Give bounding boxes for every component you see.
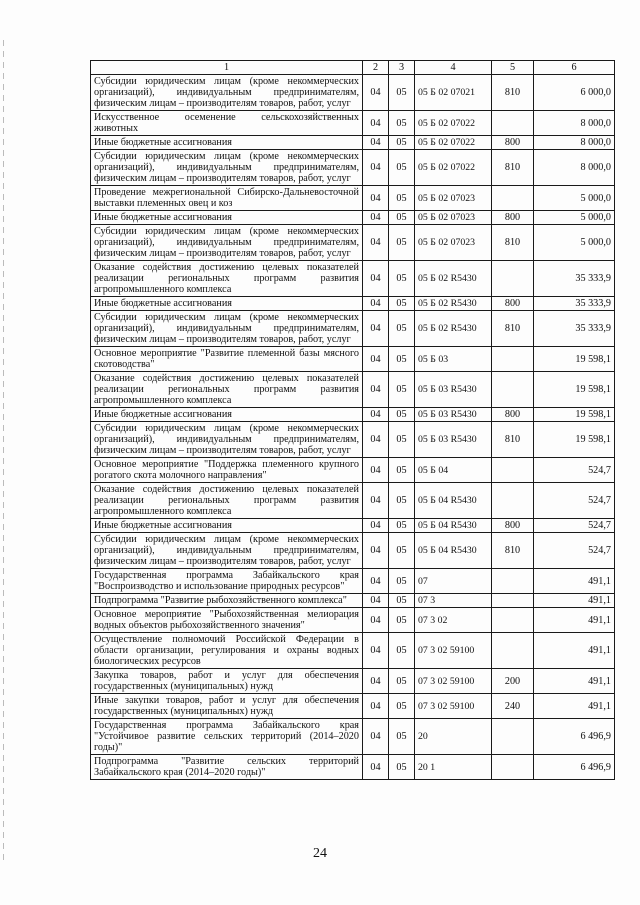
row-amount-cell: 491,1 xyxy=(534,694,615,719)
row-subsection-cell: 05 xyxy=(389,422,415,458)
row-expense-type-cell xyxy=(492,755,534,780)
row-name-cell: Основное мероприятие "Рыбохозяйственная мелиорация водных объектов рыбохозяйственного значения" xyxy=(91,608,363,633)
row-amount-cell: 19 598,1 xyxy=(534,372,615,408)
row-subsection-cell: 05 xyxy=(389,75,415,111)
row-expense-type-cell xyxy=(492,347,534,372)
row-expense-type-cell: 810 xyxy=(492,533,534,569)
row-expense-type-cell xyxy=(492,594,534,608)
row-amount-cell: 524,7 xyxy=(534,533,615,569)
row-name-cell: Субсидии юридическим лицам (кроме некоммерческих организаций), индивидуальным предпринимателям, физическим лицам – производителям товаров, работ, услуг xyxy=(91,225,363,261)
table-row xyxy=(91,347,615,372)
row-subsection-cell: 05 xyxy=(389,533,415,569)
table-row xyxy=(91,569,615,594)
row-amount-cell: 5 000,0 xyxy=(534,211,615,225)
row-name-cell: Подпрограмма "Развитие сельских территорий Забайкальского края (2014–2020 годы)" xyxy=(91,755,363,780)
row-expense-type-cell: 800 xyxy=(492,136,534,150)
row-target-article-cell: 05 Б 04 xyxy=(415,458,492,483)
row-subsection-cell: 05 xyxy=(389,594,415,608)
row-section-cell: 04 xyxy=(363,422,389,458)
row-subsection-cell: 05 xyxy=(389,150,415,186)
scan-edge-line xyxy=(3,40,4,860)
row-section-cell: 04 xyxy=(363,633,389,669)
row-expense-type-cell: 810 xyxy=(492,75,534,111)
row-amount-cell: 524,7 xyxy=(534,519,615,533)
row-name-cell: Иные бюджетные ассигнования xyxy=(91,519,363,533)
row-target-article-cell: 05 Б 02 R5430 xyxy=(415,297,492,311)
table-row xyxy=(91,519,615,533)
row-target-article-cell: 05 Б 02 R5430 xyxy=(415,311,492,347)
row-section-cell: 04 xyxy=(363,111,389,136)
row-section-cell: 04 xyxy=(363,150,389,186)
table-row xyxy=(91,261,615,297)
row-expense-type-cell xyxy=(492,372,534,408)
budget-table xyxy=(90,60,615,780)
row-amount-cell: 491,1 xyxy=(534,633,615,669)
row-amount-cell: 524,7 xyxy=(534,483,615,519)
row-expense-type-cell: 240 xyxy=(492,694,534,719)
row-name-cell: Субсидии юридическим лицам (кроме некоммерческих организаций), индивидуальным предпринимателям, физическим лицам – производителям товаров, работ, услуг xyxy=(91,311,363,347)
row-target-article-cell: 07 3 xyxy=(415,594,492,608)
table-row xyxy=(91,755,615,780)
row-target-article-cell: 05 Б 02 07023 xyxy=(415,186,492,211)
table-row xyxy=(91,422,615,458)
table-row xyxy=(91,719,615,755)
row-subsection-cell: 05 xyxy=(389,211,415,225)
row-target-article-cell: 05 Б 02 07022 xyxy=(415,136,492,150)
row-section-cell: 04 xyxy=(363,569,389,594)
row-amount-cell: 19 598,1 xyxy=(534,422,615,458)
row-amount-cell: 5 000,0 xyxy=(534,186,615,211)
row-amount-cell: 491,1 xyxy=(534,669,615,694)
table-row xyxy=(91,408,615,422)
row-expense-type-cell xyxy=(492,608,534,633)
row-name-cell: Иные бюджетные ассигнования xyxy=(91,211,363,225)
row-target-article-cell: 20 1 xyxy=(415,755,492,780)
row-section-cell: 04 xyxy=(363,533,389,569)
row-expense-type-cell xyxy=(492,458,534,483)
row-amount-cell: 491,1 xyxy=(534,608,615,633)
row-target-article-cell: 07 3 02 59100 xyxy=(415,694,492,719)
row-target-article-cell: 07 3 02 59100 xyxy=(415,633,492,669)
row-target-article-cell: 05 Б 03 R5430 xyxy=(415,372,492,408)
row-amount-cell: 491,1 xyxy=(534,569,615,594)
table-row xyxy=(91,186,615,211)
table-row xyxy=(91,533,615,569)
row-target-article-cell: 20 xyxy=(415,719,492,755)
row-expense-type-cell: 800 xyxy=(492,297,534,311)
table-row xyxy=(91,669,615,694)
row-name-cell: Искусственное осеменение сельскохозяйственных животных xyxy=(91,111,363,136)
row-amount-cell: 35 333,9 xyxy=(534,297,615,311)
row-amount-cell: 35 333,9 xyxy=(534,261,615,297)
row-name-cell: Оказание содействия достижению целевых показателей реализации региональных программ развития агропромышленного комплекса xyxy=(91,483,363,519)
row-target-article-cell: 05 Б 02 07023 xyxy=(415,225,492,261)
row-subsection-cell: 05 xyxy=(389,225,415,261)
row-target-article-cell: 05 Б 02 07022 xyxy=(415,111,492,136)
row-expense-type-cell xyxy=(492,111,534,136)
row-name-cell: Иные закупки товаров, работ и услуг для обеспечения государственных (муниципальных) нужд xyxy=(91,694,363,719)
row-name-cell: Иные бюджетные ассигнования xyxy=(91,297,363,311)
row-target-article-cell: 07 3 02 xyxy=(415,608,492,633)
row-name-cell: Проведение межрегиональной Сибирско-Дальневосточной выставки племенных овец и коз xyxy=(91,186,363,211)
row-expense-type-cell: 800 xyxy=(492,519,534,533)
row-target-article-cell: 05 Б 04 R5430 xyxy=(415,519,492,533)
table-row xyxy=(91,297,615,311)
row-amount-cell: 8 000,0 xyxy=(534,150,615,186)
row-amount-cell: 491,1 xyxy=(534,594,615,608)
row-section-cell: 04 xyxy=(363,347,389,372)
row-section-cell: 04 xyxy=(363,372,389,408)
row-name-cell: Основное мероприятие "Развитие племенной базы мясного скотоводства" xyxy=(91,347,363,372)
row-name-cell: Субсидии юридическим лицам (кроме некоммерческих организаций), индивидуальным предпринимателям, физическим лицам – производителям товаров, работ, услуг xyxy=(91,533,363,569)
row-subsection-cell: 05 xyxy=(389,483,415,519)
row-expense-type-cell: 800 xyxy=(492,408,534,422)
row-expense-type-cell xyxy=(492,633,534,669)
row-amount-cell: 6 496,9 xyxy=(534,755,615,780)
row-subsection-cell: 05 xyxy=(389,458,415,483)
row-section-cell: 04 xyxy=(363,297,389,311)
table-header-row xyxy=(91,61,615,75)
row-name-cell: Субсидии юридическим лицам (кроме некоммерческих организаций), индивидуальным предпринимателям, физическим лицам – производителям товаров, работ, услуг xyxy=(91,75,363,111)
row-section-cell: 04 xyxy=(363,75,389,111)
table-row xyxy=(91,225,615,261)
row-section-cell: 04 xyxy=(363,669,389,694)
row-target-article-cell: 05 Б 02 07022 xyxy=(415,150,492,186)
table-row xyxy=(91,608,615,633)
row-subsection-cell: 05 xyxy=(389,408,415,422)
row-name-cell: Оказание содействия достижению целевых показателей реализации региональных программ развития агропромышленного комплекса xyxy=(91,261,363,297)
row-expense-type-cell: 810 xyxy=(492,150,534,186)
row-section-cell: 04 xyxy=(363,225,389,261)
table-row xyxy=(91,594,615,608)
row-subsection-cell: 05 xyxy=(389,719,415,755)
row-section-cell: 04 xyxy=(363,608,389,633)
row-subsection-cell: 05 xyxy=(389,633,415,669)
table-row xyxy=(91,633,615,669)
row-expense-type-cell xyxy=(492,719,534,755)
row-expense-type-cell xyxy=(492,483,534,519)
table-row xyxy=(91,694,615,719)
row-target-article-cell: 05 Б 02 R5430 xyxy=(415,261,492,297)
row-subsection-cell: 05 xyxy=(389,608,415,633)
row-section-cell: 04 xyxy=(363,594,389,608)
row-amount-cell: 5 000,0 xyxy=(534,225,615,261)
row-expense-type-cell xyxy=(492,186,534,211)
row-expense-type-cell: 800 xyxy=(492,211,534,225)
row-name-cell: Оказание содействия достижению целевых показателей реализации региональных программ развития агропромышленного комплекса xyxy=(91,372,363,408)
header-col-4: 4 xyxy=(415,61,492,75)
row-name-cell: Иные бюджетные ассигнования xyxy=(91,136,363,150)
row-name-cell: Субсидии юридическим лицам (кроме некоммерческих организаций), индивидуальным предпринимателям, физическим лицам – производителям товаров, работ, услуг xyxy=(91,422,363,458)
row-subsection-cell: 05 xyxy=(389,519,415,533)
table-row xyxy=(91,372,615,408)
table-row xyxy=(91,483,615,519)
table-row xyxy=(91,311,615,347)
row-subsection-cell: 05 xyxy=(389,311,415,347)
row-expense-type-cell xyxy=(492,569,534,594)
row-expense-type-cell xyxy=(492,261,534,297)
row-target-article-cell: 05 Б 03 R5430 xyxy=(415,408,492,422)
row-expense-type-cell: 810 xyxy=(492,422,534,458)
header-col-3: 3 xyxy=(389,61,415,75)
row-target-article-cell: 05 Б 03 xyxy=(415,347,492,372)
row-expense-type-cell: 200 xyxy=(492,669,534,694)
header-col-1: 1 xyxy=(91,61,363,75)
row-name-cell: Подпрограмма "Развитие рыбохозяйственного комплекса" xyxy=(91,594,363,608)
row-subsection-cell: 05 xyxy=(389,136,415,150)
row-expense-type-cell: 810 xyxy=(492,225,534,261)
row-name-cell: Государственная программа Забайкальского края "Устойчивое развитие сельских территорий (2014–2020 годы)" xyxy=(91,719,363,755)
table-row xyxy=(91,136,615,150)
row-amount-cell: 19 598,1 xyxy=(534,408,615,422)
row-section-cell: 04 xyxy=(363,483,389,519)
row-target-article-cell: 05 Б 02 07021 xyxy=(415,75,492,111)
row-name-cell: Основное мероприятие "Поддержка племенного крупного рогатого скота молочного направления" xyxy=(91,458,363,483)
row-subsection-cell: 05 xyxy=(389,569,415,594)
row-subsection-cell: 05 xyxy=(389,186,415,211)
row-subsection-cell: 05 xyxy=(389,347,415,372)
row-section-cell: 04 xyxy=(363,186,389,211)
row-subsection-cell: 05 xyxy=(389,372,415,408)
table-row xyxy=(91,458,615,483)
row-section-cell: 04 xyxy=(363,694,389,719)
row-target-article-cell: 05 Б 04 R5430 xyxy=(415,483,492,519)
row-section-cell: 04 xyxy=(363,519,389,533)
row-expense-type-cell: 810 xyxy=(492,311,534,347)
row-section-cell: 04 xyxy=(363,458,389,483)
row-section-cell: 04 xyxy=(363,755,389,780)
row-amount-cell: 8 000,0 xyxy=(534,111,615,136)
row-subsection-cell: 05 xyxy=(389,694,415,719)
row-section-cell: 04 xyxy=(363,408,389,422)
row-subsection-cell: 05 xyxy=(389,297,415,311)
row-subsection-cell: 05 xyxy=(389,111,415,136)
row-section-cell: 04 xyxy=(363,211,389,225)
header-col-2: 2 xyxy=(363,61,389,75)
row-subsection-cell: 05 xyxy=(389,669,415,694)
table-row xyxy=(91,75,615,111)
row-target-article-cell: 05 Б 04 R5430 xyxy=(415,533,492,569)
row-section-cell: 04 xyxy=(363,311,389,347)
row-amount-cell: 35 333,9 xyxy=(534,311,615,347)
row-name-cell: Государственная программа Забайкальского края "Воспроизводство и использование природных ресурсов" xyxy=(91,569,363,594)
row-target-article-cell: 05 Б 03 R5430 xyxy=(415,422,492,458)
row-target-article-cell: 07 xyxy=(415,569,492,594)
header-col-6: 6 xyxy=(534,61,615,75)
page-number: 24 xyxy=(313,846,327,861)
row-name-cell: Иные бюджетные ассигнования xyxy=(91,408,363,422)
row-section-cell: 04 xyxy=(363,136,389,150)
table-row xyxy=(91,211,615,225)
row-amount-cell: 6 496,9 xyxy=(534,719,615,755)
row-name-cell: Закупка товаров, работ и услуг для обеспечения государственных (муниципальных) нужд xyxy=(91,669,363,694)
row-target-article-cell: 07 3 02 59100 xyxy=(415,669,492,694)
row-amount-cell: 19 598,1 xyxy=(534,347,615,372)
row-subsection-cell: 05 xyxy=(389,261,415,297)
row-section-cell: 04 xyxy=(363,719,389,755)
row-amount-cell: 6 000,0 xyxy=(534,75,615,111)
row-amount-cell: 8 000,0 xyxy=(534,136,615,150)
row-amount-cell: 524,7 xyxy=(534,458,615,483)
header-col-5: 5 xyxy=(492,61,534,75)
table-row xyxy=(91,150,615,186)
row-name-cell: Субсидии юридическим лицам (кроме некоммерческих организаций), индивидуальным предпринимателям, физическим лицам – производителям товаров, работ, услуг xyxy=(91,150,363,186)
row-section-cell: 04 xyxy=(363,261,389,297)
table-row xyxy=(91,111,615,136)
row-subsection-cell: 05 xyxy=(389,755,415,780)
row-name-cell: Осуществление полномочий Российской Федерации в области организации, регулирования и охраны водных биологических ресурсов xyxy=(91,633,363,669)
row-target-article-cell: 05 Б 02 07023 xyxy=(415,211,492,225)
